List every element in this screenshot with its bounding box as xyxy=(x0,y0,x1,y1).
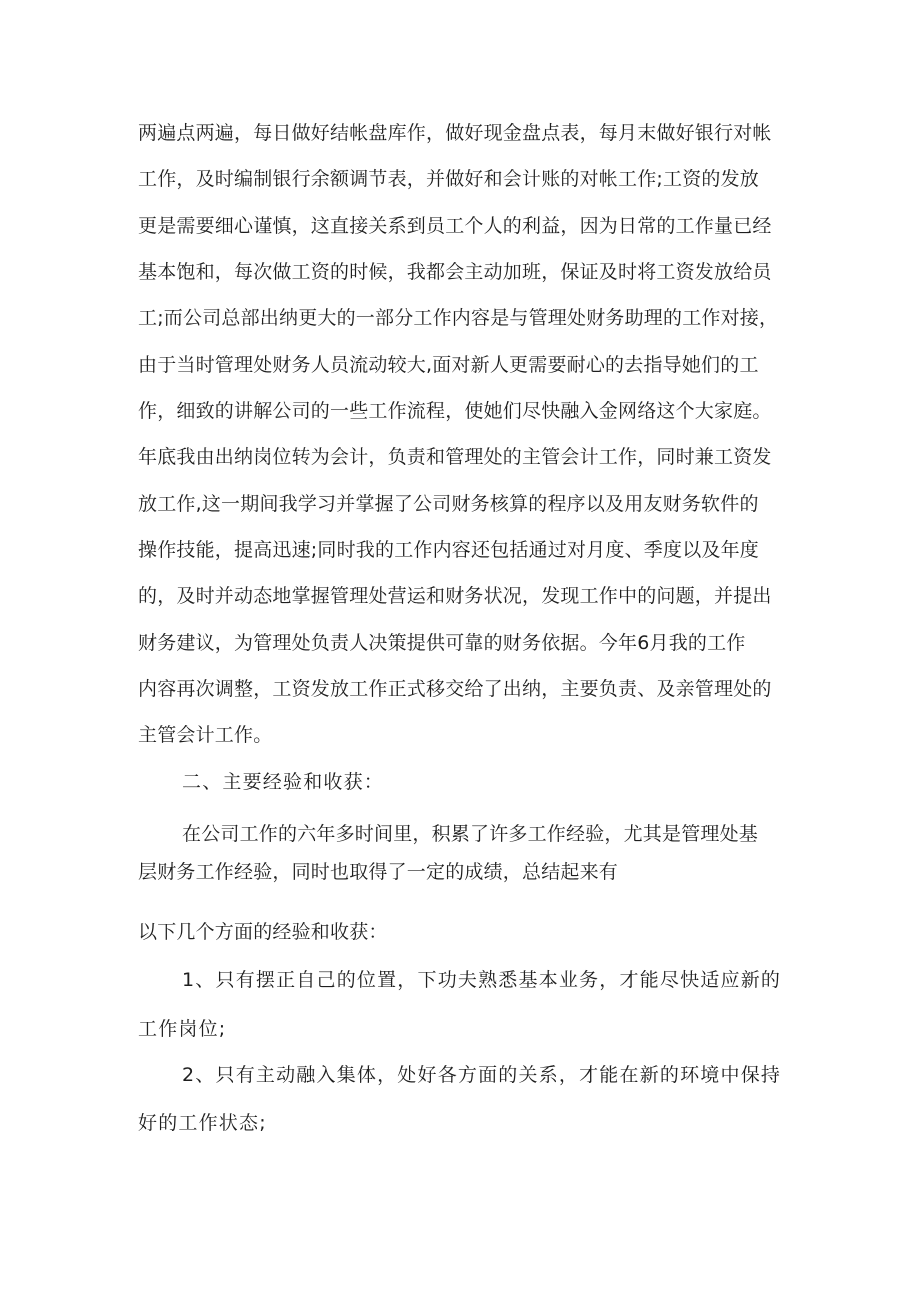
paragraph-2-line-1: 在公司工作的六年多时间里，积累了许多工作经验，尤其是管理处基 xyxy=(182,823,759,845)
paragraph-1-line-4: 基本饱和，每次做工资的时候，我都会主动加班，保证及时将工资发放给员 xyxy=(138,261,772,283)
paragraph-1-line-12: 财务建议，为管理处负责人决策提供可靠的财务依据。今年6月我的工作 xyxy=(138,632,746,654)
paragraph-1-line-10: 操作技能，提高迅速;同时我的工作内容还包括通过对月度、季度以及年度 xyxy=(138,539,760,561)
paragraph-1-line-8: 年底我由出纳岗位转为会计，负责和管理处的主管会计工作，同时兼工资发 xyxy=(138,446,772,468)
item-2-line-1: 2、只有主动融入集体，处好各方面的关系，才能在新的环境中保持 xyxy=(182,1064,782,1086)
item-1-line-1: 1、只有摆正自己的位置，下功夫熟悉基本业务，才能尽快适应新的 xyxy=(182,969,782,991)
paragraph-1-line-7: 作，细致的讲解公司的一些工作流程，使她们尽快融入金网络这个大家庭。 xyxy=(138,400,772,422)
section-heading: 二、主要经验和收获： xyxy=(182,771,385,793)
paragraph-1-line-13: 内容再次调整，工资发放工作正式移交给了出纳，主要负责、及亲管理处的 xyxy=(138,678,772,700)
item-2-line-2: 好的工作状态; xyxy=(138,1112,267,1134)
paragraph-1-line-9: 放工作,这一期间我学习并掌握了公司财务核算的程序以及用友财务软件的 xyxy=(138,493,759,515)
paragraph-1-line-11: 的，及时并动态地掌握管理处营运和财务状况，发现工作中的问题，并提出 xyxy=(138,585,772,607)
paragraph-1-line-1: 两遍点两遍，每日做好结帐盘库作，做好现金盘点表，每月末做好银行对帐 xyxy=(138,122,772,144)
paragraph-1-line-3: 更是需要细心谨慎，这直接关系到员工个人的利益，因为日常的工作量已经 xyxy=(138,215,772,237)
paragraph-1-line-14: 主管会计工作。 xyxy=(138,724,273,746)
paragraph-1-line-6: 由于当时管理处财务人员流动较大,面对新人更需要耐心的去指导她们的工 xyxy=(138,354,759,376)
paragraph-2-line-2: 层财务工作经验，同时也取得了一定的成绩，总结起来有 xyxy=(138,861,619,883)
paragraph-1-line-2: 工作，及时编制银行余额调节表，并做好和会计账的对帐工作;工资的发放 xyxy=(138,168,760,190)
item-1-line-2: 工作岗位; xyxy=(138,1018,227,1040)
paragraph-1-line-5: 工;而公司总部出纳更大的一部分工作内容是与管理处财务助理的工作对接， xyxy=(138,307,779,329)
paragraph-2-line-3: 以下几个方面的经验和收获： xyxy=(138,921,388,943)
